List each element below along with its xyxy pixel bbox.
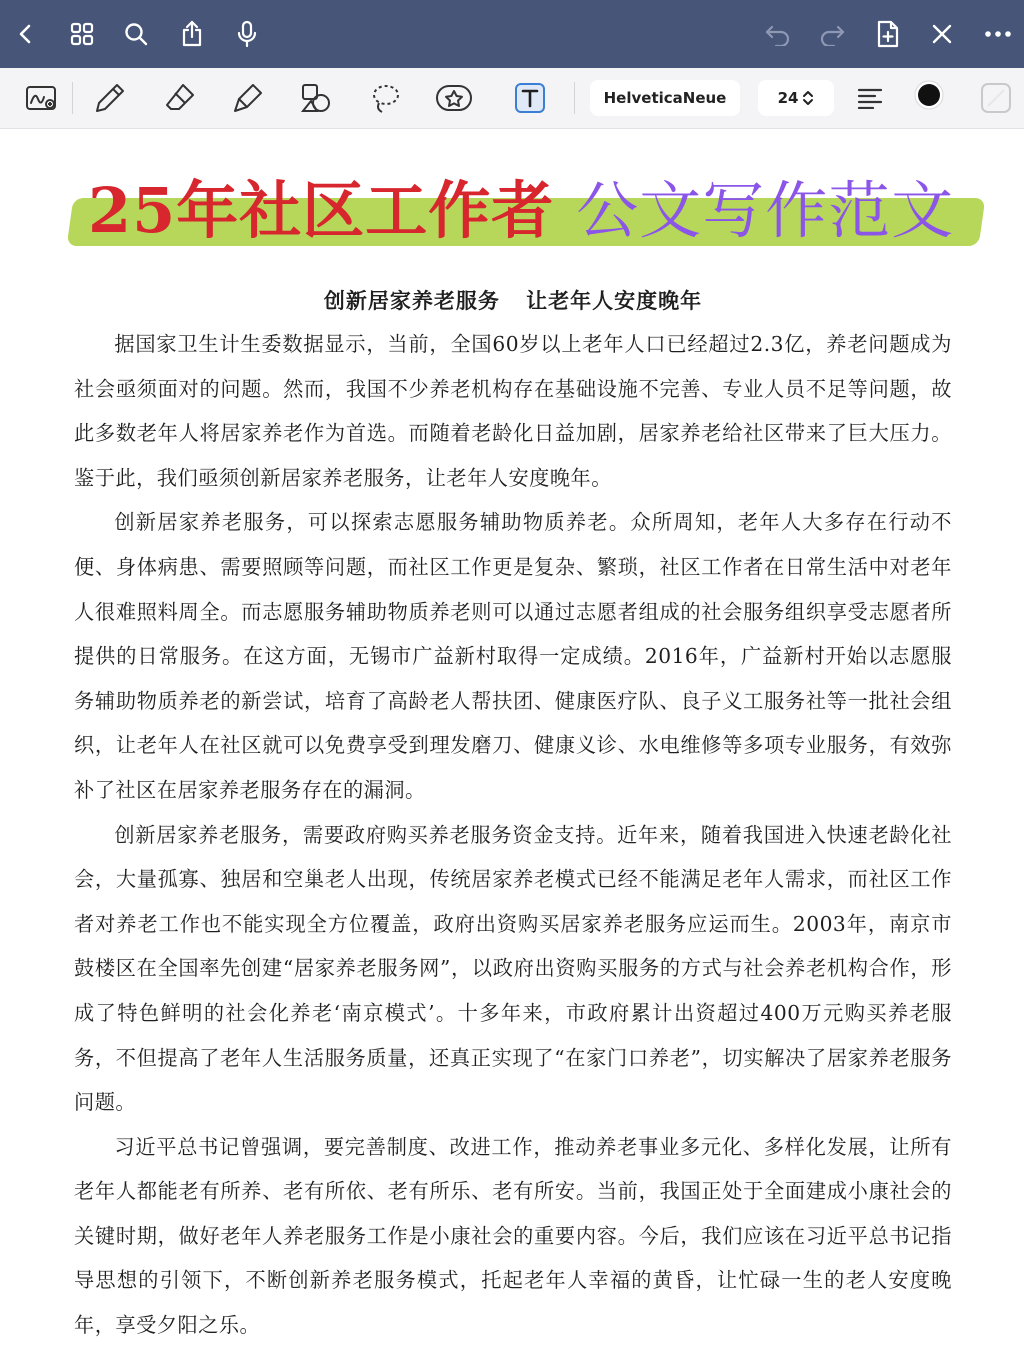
redo-icon[interactable] bbox=[810, 0, 854, 68]
eraser-tool-icon[interactable] bbox=[156, 74, 204, 122]
drawing-toolbar bbox=[0, 68, 1024, 129]
paragraph: 据国家卫生计生委数据显示，当前，全国60岁以上老年人口已经超过2.3亿，养老问题成为社会亟须面对的问题。然而，我国不少养老机构存在基础设施不完善、专业人员不足等问题，故此多数老年人将居家养老作为首选。而随着老龄化日益加剧，居家养老给社区带来了巨大压力。鉴于此，我们亟须创新居家养老服务，让老年人安度晚年。 bbox=[74, 332, 952, 490]
paragraph: 习近平总书记曾强调，要完善制度、改进工作，推动养老事业多元化、多样化发展，让所有老年人都能老有所养、老有所依、老有所乐、老有所安。当前，我国正处于全面建成小康社会的关键时期，做好老年人养老服务工作是小康社会的重要内容。今后，我们应该在习近平总书记指导思想的引领下，不断创新养老服务模式，托起老年人幸福的黄昏，让忙碌一生的老人安度晚年，享受夕阳之乐。 bbox=[74, 1134, 952, 1338]
pen-tool-icon[interactable] bbox=[86, 74, 134, 122]
search-icon[interactable] bbox=[114, 0, 158, 68]
paragraph: 创新居家养老服务，可以探索志愿服务辅助物质养老。众所周知，老年人大多存在行动不便、身体病患、需要照顾等问题，而社区工作更是复杂、繁琐，社区工作者在日常生活中对老年人很难照料周全。而志愿服务辅助物质养老则可以通过志愿者组成的社会服务组织享受志愿者所提供的日常服务。在这方面，无锡市广益新村取得一定成绩。2016年，广益新村开始以志愿服务辅助物质养老的新尝试，培育了高龄老人帮扶团、健康医疗队、良子义工服务社等一批社会组织，让老年人在社区就可以免费享受到理发磨刀、健康义诊、水电维修等多项专业服务，有效弥补了社区在居家养老服务存在的漏洞。 bbox=[74, 510, 952, 802]
sticker-tool-icon[interactable] bbox=[430, 74, 478, 122]
handwriting-tool-icon[interactable] bbox=[18, 74, 66, 122]
font-family-selector[interactable] bbox=[590, 80, 740, 116]
add-page-icon[interactable] bbox=[866, 0, 910, 68]
banner-purple-text: 公文写作范文 bbox=[576, 173, 955, 247]
more-icon[interactable] bbox=[976, 0, 1020, 68]
lasso-tool-icon[interactable] bbox=[362, 74, 410, 122]
document-body bbox=[74, 280, 952, 1348]
close-icon[interactable] bbox=[920, 0, 964, 68]
font-family-label: HelveticaNeue bbox=[603, 89, 727, 107]
banner-heading bbox=[88, 160, 988, 250]
font-size-selector[interactable] bbox=[758, 80, 834, 116]
grid-icon[interactable] bbox=[60, 0, 104, 68]
text-align-icon[interactable] bbox=[846, 74, 894, 122]
toolbar-divider bbox=[574, 82, 575, 114]
back-icon[interactable] bbox=[4, 0, 48, 68]
ink-color-swatch[interactable] bbox=[914, 80, 944, 110]
highlighter-tool-icon[interactable] bbox=[224, 74, 272, 122]
top-navigation-bar bbox=[0, 0, 1024, 68]
font-size-label: 24 bbox=[777, 89, 799, 107]
updown-chevron-icon bbox=[802, 90, 814, 106]
paragraph: 创新居家养老服务，需要政府购买养老服务资金支持。近年来，随着我国进入快速老龄化社会，大量孤寡、独居和空巢老人出现，传统居家养老模式已经不能满足老年人需求，而社区工作者对养老工作也不能实现全方位覆盖，政府出资购买居家养老服务应运而生。2003年，南京市鼓楼区在全国率先创建“居家养老服务网”，以政府出资购买服务的方式与社会养老机构合作，形成了特色鲜明的社会化养老‘南京模式’。十多年来，市政府累计出资超过400万元购买养老服务，不但提高了老年人生活服务质量，还真正实现了“在家门口养老”，切实解决了居家养老服务问题。 bbox=[74, 822, 952, 1115]
undo-icon[interactable] bbox=[756, 0, 800, 68]
share-icon[interactable] bbox=[170, 0, 214, 68]
toolbar-divider bbox=[72, 82, 73, 114]
document-title: 创新居家养老服务 让老年人安度晚年 bbox=[323, 289, 703, 313]
microphone-icon[interactable] bbox=[225, 0, 269, 68]
shapes-tool-icon[interactable] bbox=[292, 74, 340, 122]
banner-red-text: 25年社区工作者 bbox=[88, 173, 555, 247]
title-banner bbox=[70, 160, 982, 250]
style-picker-icon[interactable] bbox=[972, 74, 1020, 122]
text-tool-icon[interactable] bbox=[506, 74, 554, 122]
